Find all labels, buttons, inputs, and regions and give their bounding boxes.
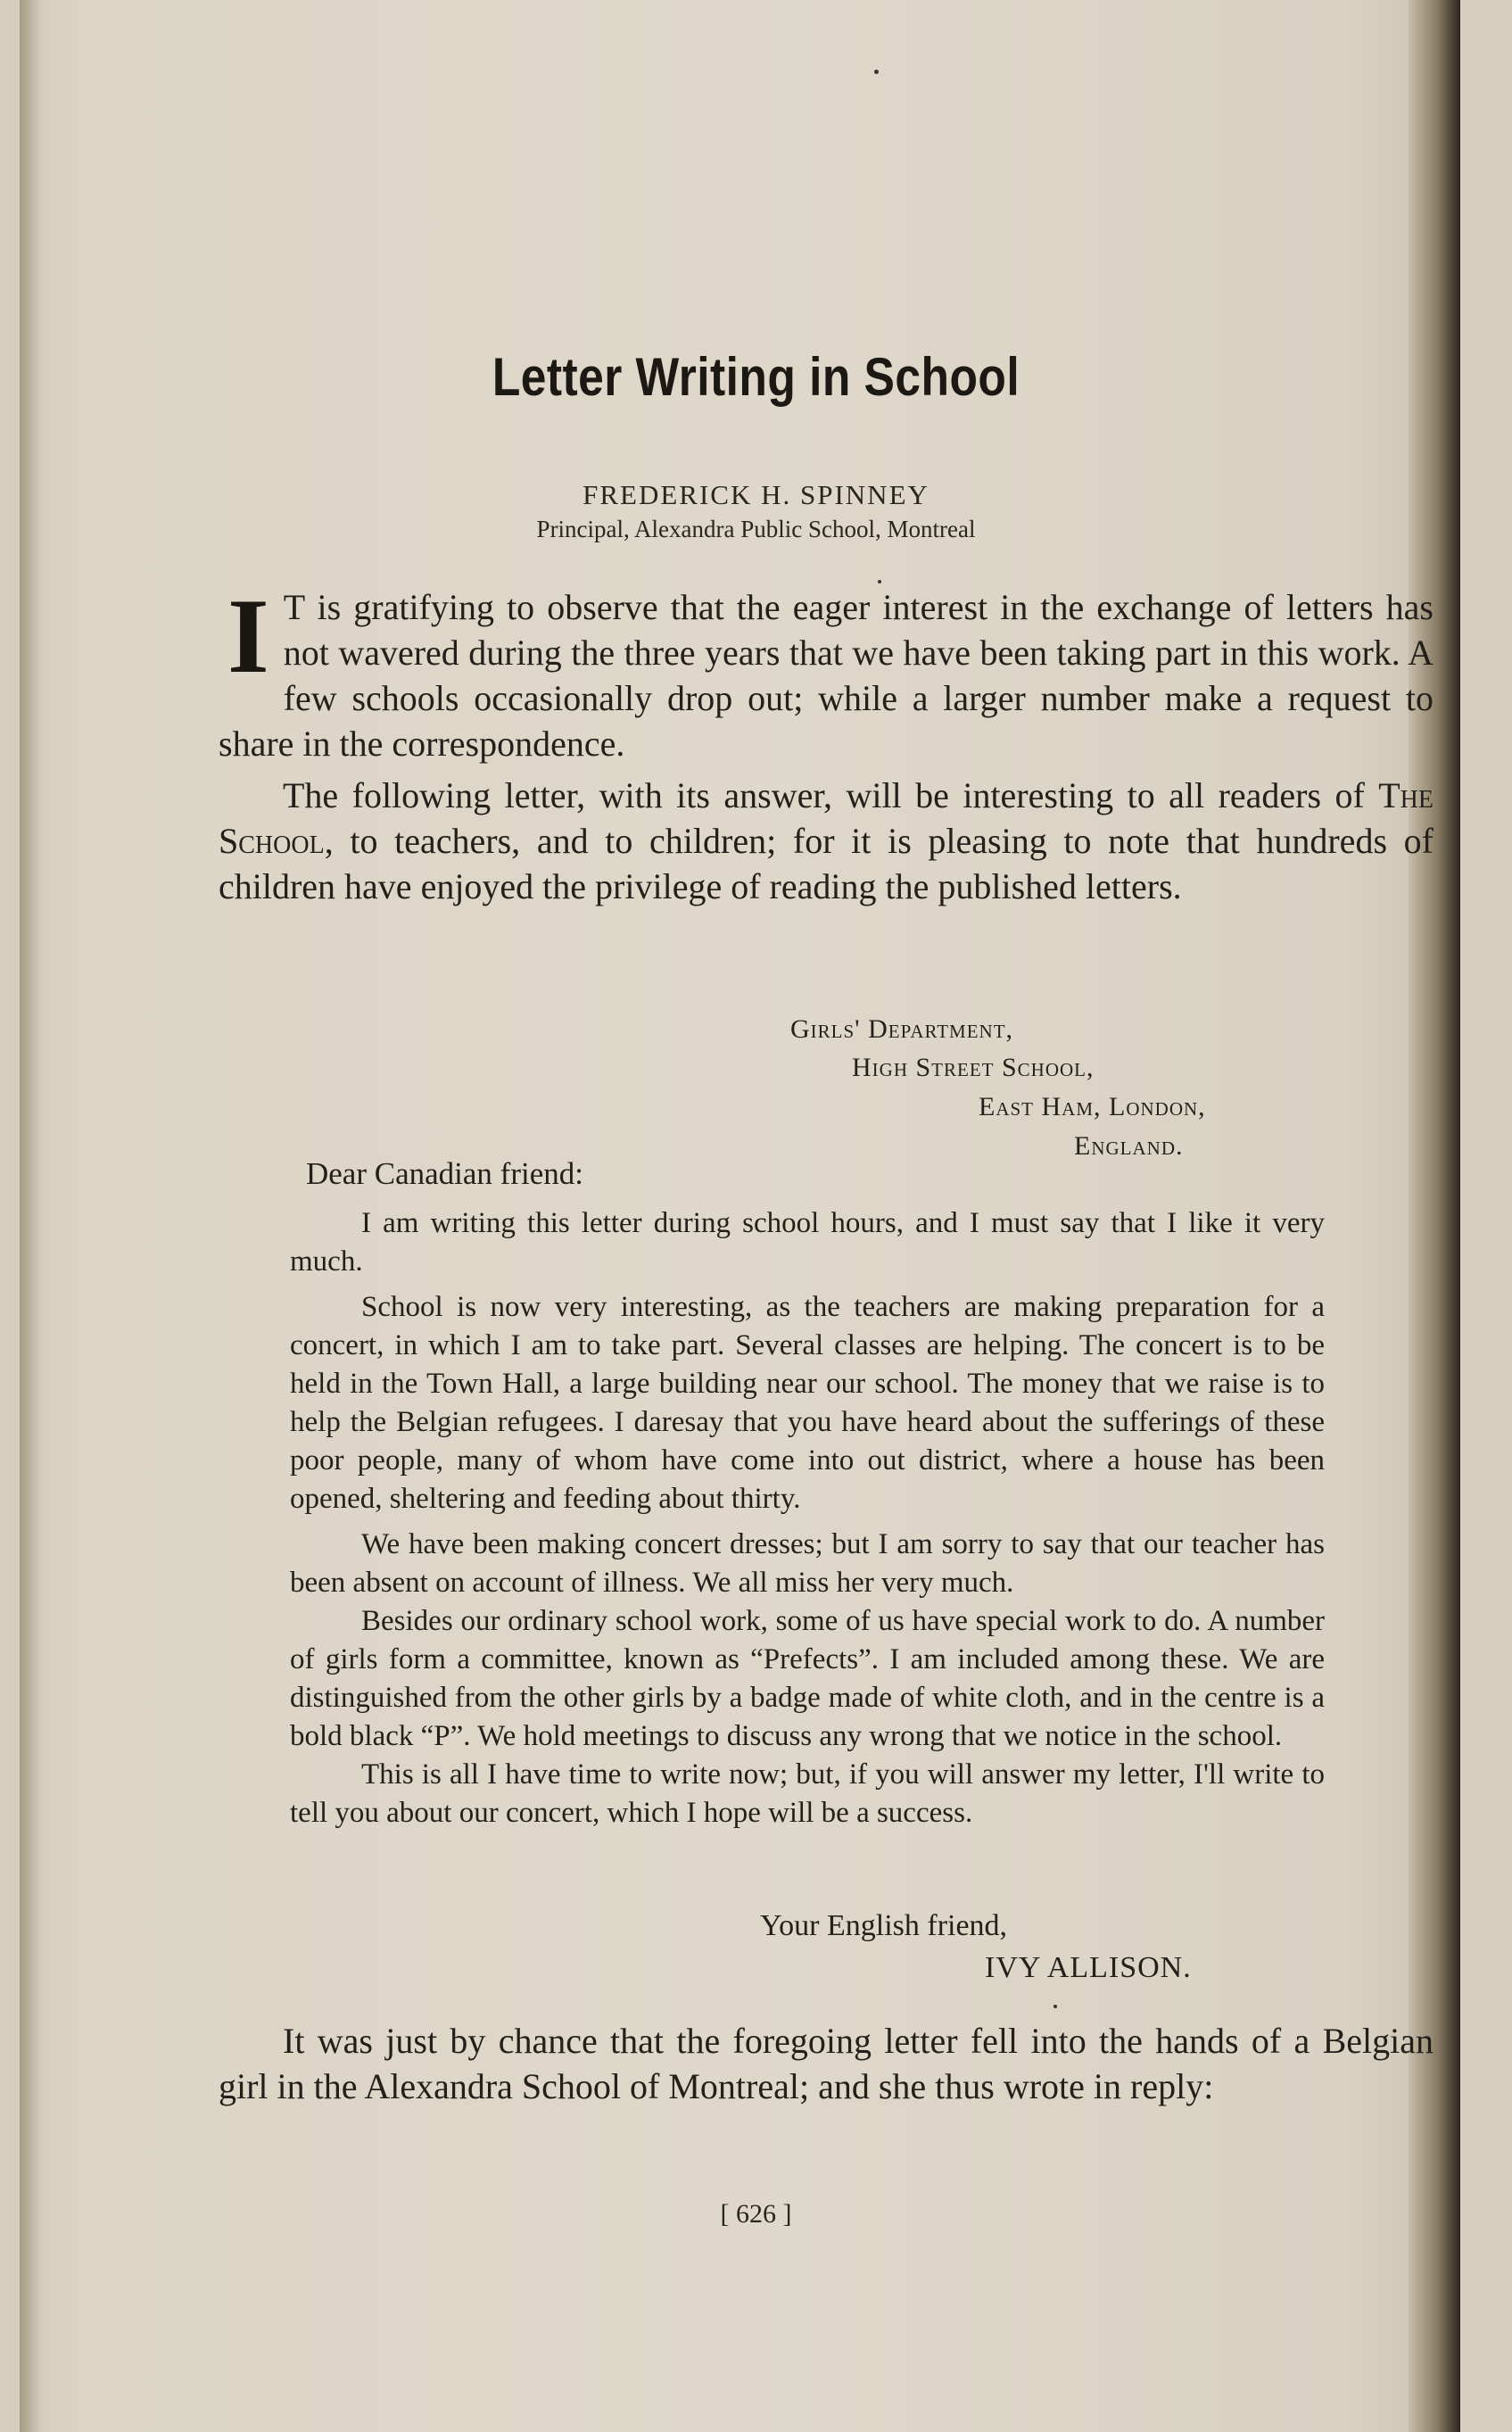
- letter-paragraph: School is now very interesting, as the teachers are making preparation for a concert, in which I am to take part. Several classes are helping. The concert is to be held in the Town Hall, a large building near our school. The money that we raise is to help the Belgian refugees. I daresay that you have heard about the sufferings of these poor people, many of whom have come into out district, where a house has been opened, sheltering and feeding about thirty.: [290, 1291, 1325, 1515]
- closing-paragraph: It was just by chance that the foregoing letter fell into the hands of a Belgian girl in the Alexandra School of Montreal; and she thus wrote in reply:: [219, 2021, 1434, 2106]
- page-left-edge: [20, 0, 39, 2432]
- letter-address-line: England.: [1074, 1131, 1184, 1161]
- journal-name: The School: [219, 775, 1434, 861]
- intro-paragraph: [219, 576, 1434, 766]
- ink-speck: [874, 70, 879, 74]
- ink-speck: [1053, 2005, 1057, 2008]
- letter-body: [290, 1204, 1325, 1832]
- letter-address-line: Girls' Department,: [790, 1014, 1014, 1044]
- article-title: Letter Writing in School: [492, 347, 1020, 407]
- para2-end: , to teachers, and to children; for it is pleasing to note that hundreds of children have enjoyed the privilege of reading the published letters.: [219, 821, 1434, 906]
- intro-text: T is gratifying to observe that the eager interest in the exchange of letters has not wavered during the three years that we have been taking part in this work. A few schools occasionally drop out; while a larger number make a request to share in the correspondence.: [219, 587, 1434, 764]
- author-affiliation: Principal, Alexandra Public School, Montreal: [536, 516, 976, 542]
- letter-paragraph: I am writing this letter during school hours, and I must say that I like it very much.: [290, 1207, 1325, 1278]
- letter-paragraph: This is all I have time to write now; but, if you will answer my letter, I'll write to tell you about our concert, which I hope will be a success.: [290, 1758, 1325, 1829]
- drop-cap: I: [227, 576, 269, 695]
- second-paragraph: [219, 773, 1434, 909]
- letter-salutation: Dear Canadian friend:: [306, 1156, 583, 1191]
- letter-signature: IVY ALLISON.: [985, 1951, 1192, 1984]
- letter-paragraph: Besides our ordinary school work, some of us have special work to do. A number of girls form a committee, known as “Prefects”. I am included among these. We are distinguished from the other girls by a badge made of white cloth, and in the centre is a bold black “P”. We hold meetings to discuss any wrong that we notice in the school.: [290, 1605, 1325, 1752]
- article-author: FREDERICK H. SPINNEY: [582, 479, 930, 510]
- letter-address-line: East Ham, London,: [979, 1092, 1206, 1121]
- page-number: [ 626 ]: [720, 2199, 792, 2229]
- ink-speck: [878, 580, 881, 583]
- letter-closing: Your English friend,: [760, 1909, 1008, 1942]
- para2-start: The following letter, with its answer, will be interesting to all readers of: [283, 775, 1379, 815]
- letter-address-line: High Street School,: [852, 1053, 1095, 1082]
- letter-paragraph: We have been making concert dresses; but I am sorry to say that our teacher has been absent on account of illness. We all miss her very much.: [290, 1528, 1325, 1599]
